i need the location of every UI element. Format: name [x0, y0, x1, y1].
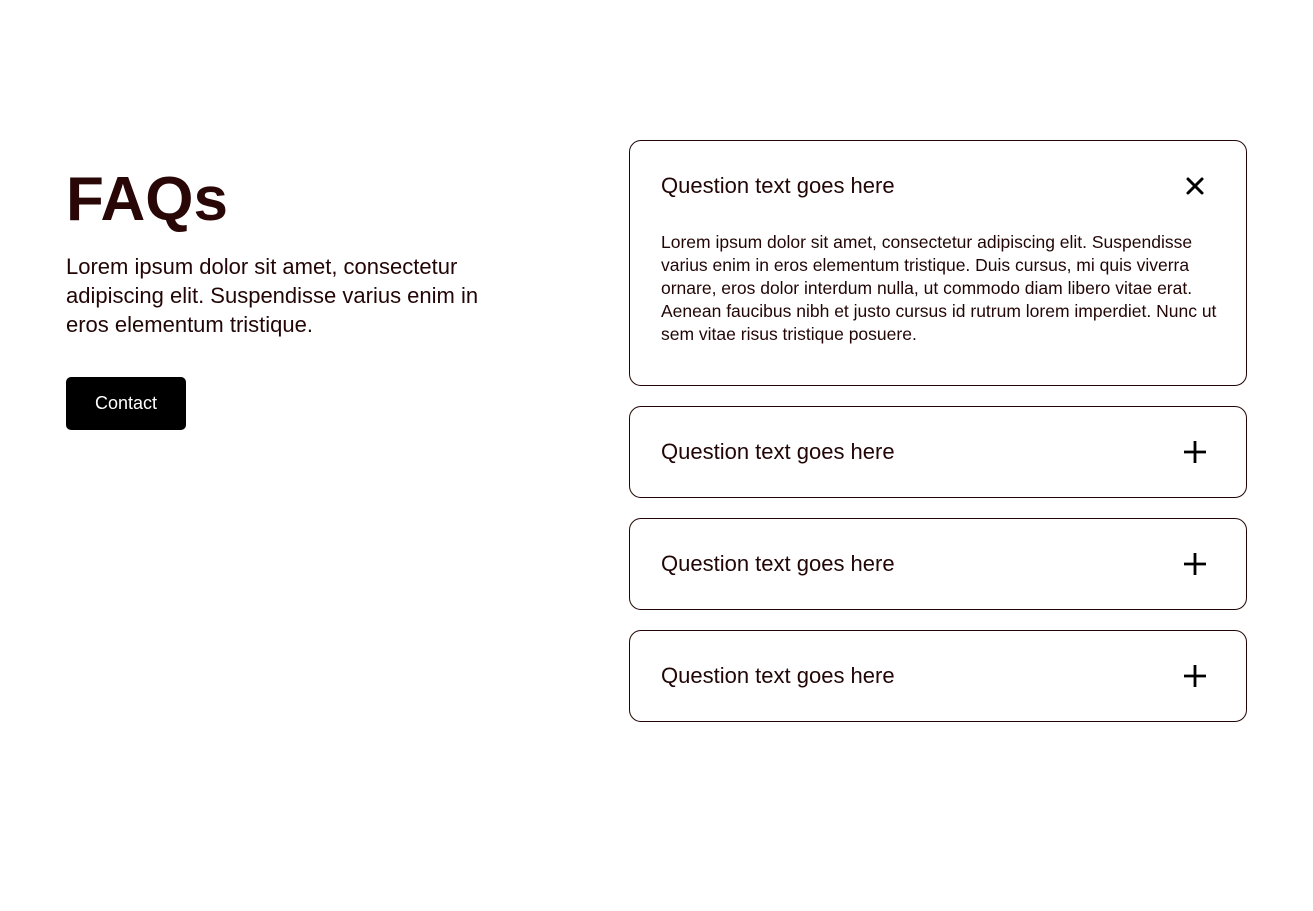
plus-icon[interactable] [1182, 439, 1208, 465]
faq-answer: Lorem ipsum dolor sit amet, consectetur adipiscing elit. Suspendisse varius enim in eros elementum tristique. Duis cursus, mi quis viverra ornare, eros dolor interdum nulla, ut commodo diam libero vitae erat. Aenean faucibus nibh et justo cursus id rutrum lorem imperdiet. Nunc ut sem vitae risus tristique posuere. [661, 232, 1217, 344]
faq-item [629, 630, 1247, 722]
close-icon[interactable] [1182, 173, 1208, 199]
plus-icon[interactable] [1182, 663, 1208, 689]
faq-toggle[interactable] [630, 631, 1246, 721]
faq-item [629, 518, 1247, 610]
intro-text: Lorem ipsum dolor sit amet, consectetur adipiscing elit. Suspendisse varius enim in eros elementum tristique. [66, 254, 479, 337]
faq-toggle[interactable] [630, 407, 1246, 497]
plus-icon[interactable] [1182, 551, 1208, 577]
faq-toggle[interactable] [630, 141, 1246, 231]
page-title: FAQs [66, 165, 228, 234]
faq-question: Question text goes here [661, 663, 895, 688]
faq-list [629, 140, 1247, 742]
contact-button[interactable]: Contact [66, 377, 186, 430]
faq-toggle[interactable] [630, 519, 1246, 609]
faq-intro-section [66, 164, 506, 413]
faq-question: Question text goes here [661, 439, 895, 464]
faq-item [629, 406, 1247, 498]
faq-question: Question text goes here [661, 173, 895, 198]
faq-item [629, 140, 1247, 386]
faq-question: Question text goes here [661, 551, 895, 576]
